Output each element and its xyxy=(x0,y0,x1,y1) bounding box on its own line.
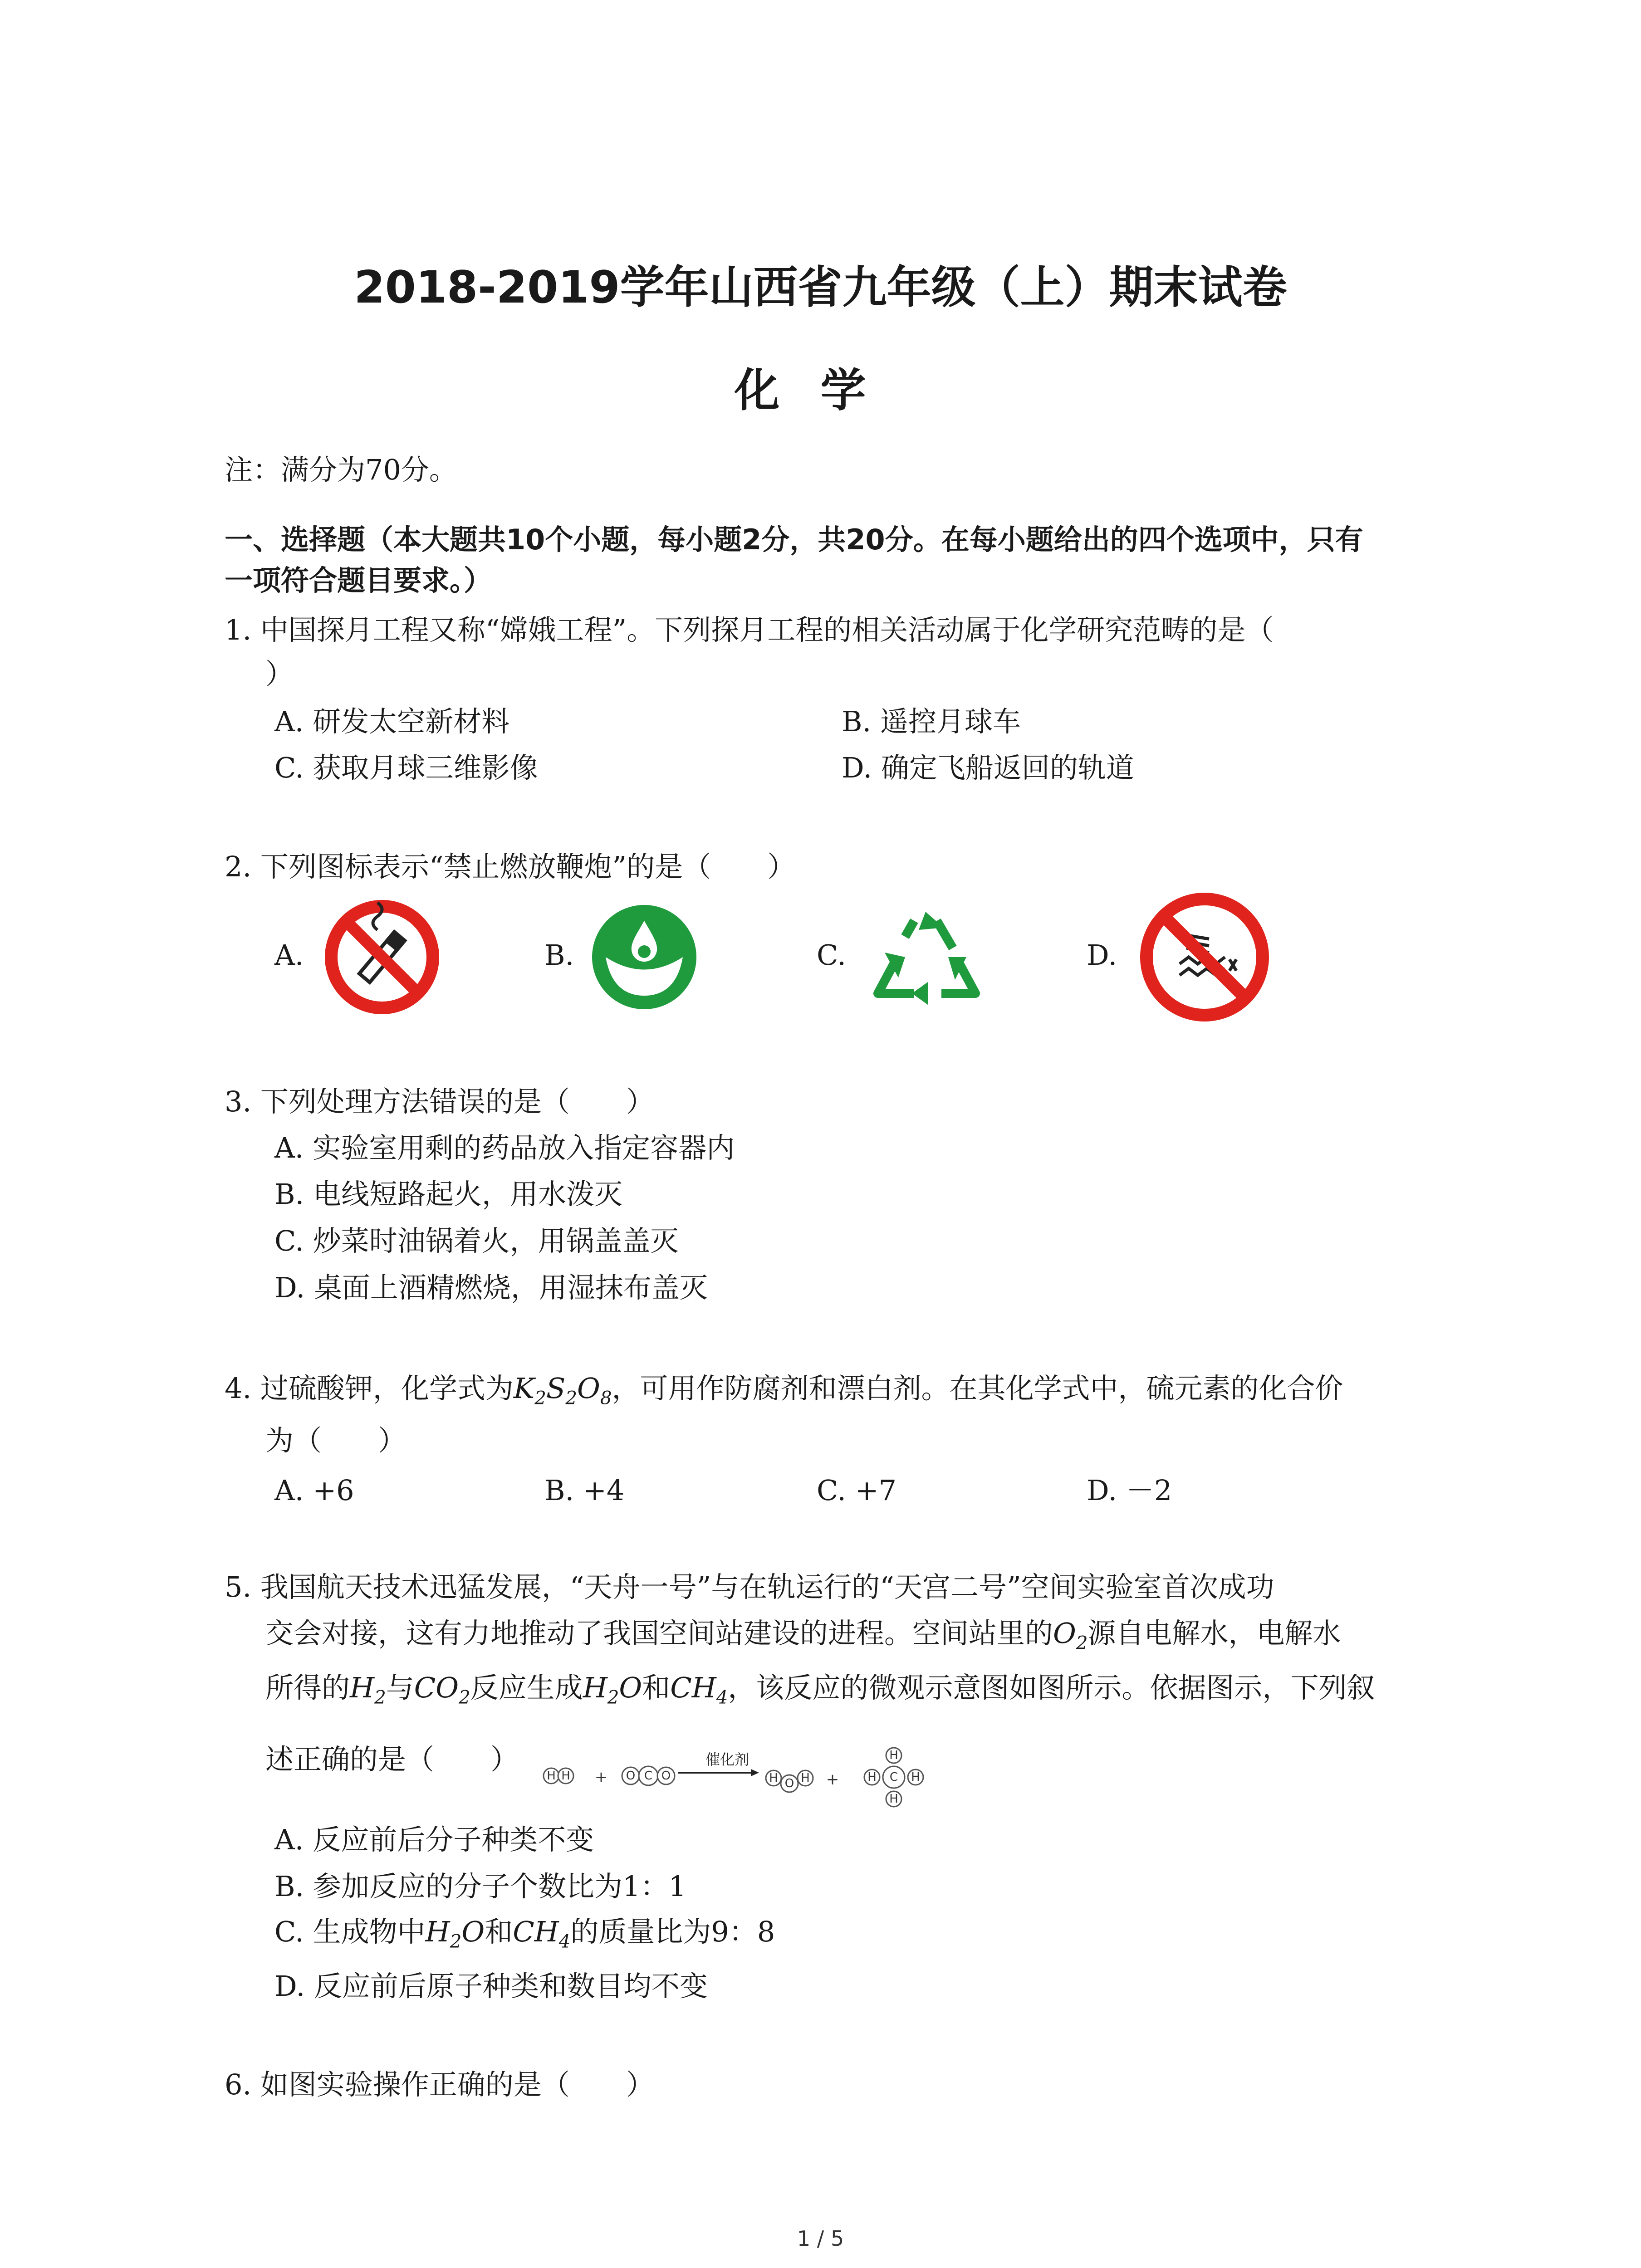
q5-stem-line2 xyxy=(265,1619,1341,1652)
q4-stem xyxy=(225,1374,1343,1408)
water-saving-sign-icon xyxy=(590,903,699,1012)
q4-option-d: D. －2 xyxy=(1087,1474,1172,1507)
q5-option-b: B. 参加反应的分子个数比为1：1 xyxy=(274,1870,686,1903)
catalyst-label: 催化剂 xyxy=(705,1751,749,1768)
o-atom-label: O xyxy=(626,1769,636,1783)
subject-title: 化学 xyxy=(734,364,907,417)
q2-label-c: C. xyxy=(817,938,846,972)
h-atom-label: H xyxy=(889,1792,898,1806)
q1-option-c: C. 获取月球三维影像 xyxy=(274,751,538,784)
q3-option-d: D. 桌面上酒精燃烧，用湿抹布盖灭 xyxy=(274,1271,708,1304)
q4-option-b: B. +4 xyxy=(544,1474,625,1507)
h-atom-label: H xyxy=(889,1749,898,1762)
q5-h2o-formula: $H_2O$ xyxy=(583,1671,642,1708)
q5-co2-formula: $CO_2$ xyxy=(414,1671,470,1708)
q5-h2-formula: $H_2$ xyxy=(350,1671,386,1708)
page-title: 2018-2019学年山西省九年级（上）期末试卷 xyxy=(354,262,1287,313)
q5-option-c-prefix: C. 生成物中 xyxy=(274,1915,426,1948)
q3-option-c: C. 炒菜时油锅着火，用锅盖盖灭 xyxy=(274,1224,679,1257)
o-atom-label: O xyxy=(784,1777,794,1790)
q5-stem-line3 xyxy=(265,1671,1375,1708)
q1-option-d: D. 确定飞船返回的轨道 xyxy=(842,751,1134,784)
score-note: 注：满分为70分。 xyxy=(225,453,457,486)
q5-option-d: D. 反应前后原子种类和数目均不变 xyxy=(274,1970,708,2003)
q4-stem-suffix: ，可用作防腐剂和漂白剂。在其化学式中，硫元素的化合价 xyxy=(612,1372,1343,1405)
q5-stem-line1: 5. 我国航天技术迅猛发展，“天舟一号”与在轨运行的“天宫二号”空间实验室首次成功 xyxy=(225,1570,1274,1603)
no-smoking-sign-icon xyxy=(323,898,441,1016)
q5-option-c-h2o: $H_2O$ xyxy=(425,1915,485,1952)
q4-stem-end: 为（ ） xyxy=(265,1424,407,1457)
c-atom-label: C xyxy=(889,1770,898,1784)
q1-option-a: A. 研发太空新材料 xyxy=(274,705,510,738)
no-firecrackers-sign-icon xyxy=(1139,891,1270,1023)
q6-stem: 6. 如图实验操作正确的是（ ） xyxy=(225,2068,654,2101)
q2-stem: 2. 下列图标表示“禁止燃放鞭炮”的是（ ） xyxy=(225,850,796,883)
q4-option-a: A. +6 xyxy=(274,1474,354,1507)
q5-option-c-mid: 和 xyxy=(485,1915,513,1948)
q5-line3-b: 与 xyxy=(386,1671,414,1704)
reaction-diagram xyxy=(542,1719,950,1823)
section-heading-line1: 一、选择题（本大题共10个小题，每小题2分，共20分。在每小题给出的四个选项中，只有 xyxy=(225,523,1363,556)
q5-option-c-suffix: 的质量比为9：8 xyxy=(570,1915,775,1948)
q5-ch4-formula: $CH_4$ xyxy=(670,1671,728,1708)
q4-formula: $K_2S_2O_8$ xyxy=(513,1372,612,1409)
q5-option-c xyxy=(274,1915,775,1952)
q2-label-d: D. xyxy=(1087,938,1117,972)
q5-line3-e: ，该反应的微观示意图如图所示。依据图示，下列叙 xyxy=(728,1671,1375,1704)
q5-line2-suffix: 源自电解水，电解水 xyxy=(1087,1617,1341,1650)
h-atom-label: H xyxy=(769,1771,778,1785)
h-atom-label: H xyxy=(801,1771,810,1785)
h-atom-label: H xyxy=(911,1770,920,1784)
recycling-sign-icon xyxy=(862,903,989,1016)
q1-option-b: B. 遥控月球车 xyxy=(842,705,1021,738)
plus-sign: + xyxy=(826,1770,839,1789)
q3-stem: 3. 下列处理方法错误的是（ ） xyxy=(225,1085,654,1118)
q5-stem-line4: 述正确的是（ ） xyxy=(265,1743,519,1776)
o-atom-label: O xyxy=(661,1769,671,1783)
q5-line2-prefix: 交会对接，这有力地推动了我国空间站建设的进程。空间站里的 xyxy=(265,1617,1053,1650)
q3-option-a: A. 实验室用剩的药品放入指定容器内 xyxy=(274,1131,735,1164)
arrow-head xyxy=(751,1769,759,1776)
q5-line3-a: 所得的 xyxy=(265,1671,350,1704)
page-number: 1 / 5 xyxy=(797,2226,844,2251)
h-atom-label: H xyxy=(547,1769,556,1783)
section-heading-line2: 一项符合题目要求。） xyxy=(225,564,492,597)
q2-label-a: A. xyxy=(274,938,304,972)
q5-o2-formula: $O_2$ xyxy=(1053,1617,1088,1654)
q2-label-b: B. xyxy=(544,938,574,972)
q4-stem-prefix: 4. 过硫酸钾，化学式为 xyxy=(225,1372,514,1405)
q5-option-c-ch4: $CH_4$ xyxy=(513,1915,571,1952)
plus-sign: + xyxy=(594,1768,608,1786)
q1-stem-end: ） xyxy=(265,657,294,690)
q5-line3-d: 和 xyxy=(642,1671,671,1704)
q5-line3-c: 反应生成 xyxy=(470,1671,583,1704)
h-atom-label: H xyxy=(561,1769,570,1783)
q4-option-c: C. +7 xyxy=(817,1474,897,1507)
q3-option-b: B. 电线短路起火，用水泼灭 xyxy=(274,1178,622,1211)
c-atom-label: C xyxy=(644,1769,653,1783)
q1-stem: 1. 中国探月工程又称“嫦娥工程”。下列探月工程的相关活动属于化学研究范畴的是（ xyxy=(225,613,1274,646)
h-atom-label: H xyxy=(867,1770,877,1784)
q5-option-a: A. 反应前后分子种类不变 xyxy=(274,1823,594,1856)
